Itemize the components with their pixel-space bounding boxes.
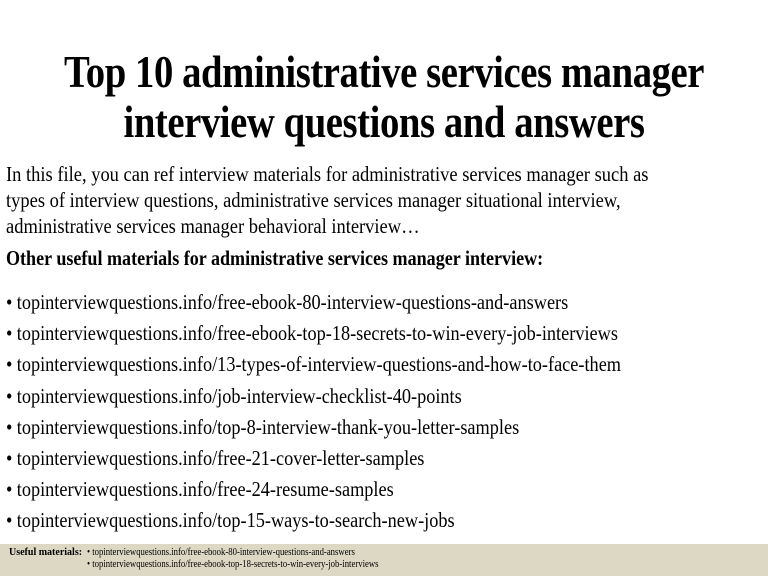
materials-heading: Other useful materials for administrative services manager interview:	[6, 246, 544, 270]
intro-line-3: administrative services manager behavioral interview…	[6, 214, 420, 238]
material-link[interactable]: topinterviewquestions.info/free-ebook-top-18-secrets-to-win-every-job-interviews	[16, 321, 618, 346]
bullet-icon: •	[6, 290, 13, 314]
bullet-icon: •	[6, 477, 13, 502]
list-item	[6, 445, 621, 476]
material-link[interactable]: topinterviewquestions.info/top-8-interview-thank-you-letter-samples	[16, 414, 520, 439]
bullet-icon: •	[6, 321, 13, 346]
footer-links	[87, 547, 379, 571]
title-line-1: Top 10 administrative services manager	[63, 47, 705, 97]
bullet-icon: •	[6, 414, 13, 439]
footer-label: Useful materials:	[9, 547, 83, 558]
intro-paragraph	[6, 161, 675, 239]
bullet-icon: •	[6, 508, 13, 533]
list-item	[6, 320, 621, 351]
title-line-2: interview questions and answers	[123, 97, 645, 147]
list-item	[6, 383, 621, 414]
intro-line-1: In this file, you can ref interview materials for administrative services manager such as	[6, 162, 649, 186]
list-item	[6, 476, 621, 507]
material-link[interactable]: topinterviewquestions.info/top-15-ways-to-search-new-jobs	[16, 508, 455, 533]
bullet-icon: •	[6, 352, 13, 377]
material-link[interactable]: topinterviewquestions.info/job-interview-checklist-40-points	[16, 383, 462, 408]
page-title	[54, 47, 714, 147]
material-link[interactable]: topinterviewquestions.info/free-24-resume-samples	[16, 477, 394, 502]
intro-line-2: types of interview questions, administrative services manager situational interview,	[6, 188, 621, 212]
footer-link[interactable]: topinterviewquestions.info/free-ebook-80-interview-questions-and-answers	[92, 547, 355, 558]
list-item	[6, 507, 621, 538]
bullet-icon: •	[6, 445, 13, 470]
material-link[interactable]: topinterviewquestions.info/free-21-cover-letter-samples	[16, 445, 425, 470]
bullet-icon: •	[87, 547, 91, 558]
material-link[interactable]: topinterviewquestions.info/free-ebook-80-interview-questions-and-answers	[16, 290, 569, 314]
bullet-icon: •	[6, 383, 13, 408]
list-item	[6, 351, 621, 382]
footer-list-item	[87, 547, 379, 559]
footer-list-item	[87, 559, 379, 571]
list-item	[6, 414, 621, 445]
bullet-icon: •	[87, 559, 91, 570]
footer-band	[0, 544, 768, 576]
footer-link[interactable]: topinterviewquestions.info/free-ebook-top-18-secrets-to-win-every-job-interviews	[92, 559, 379, 570]
material-link[interactable]: topinterviewquestions.info/13-types-of-interview-questions-and-how-to-face-them	[16, 352, 622, 377]
materials-list	[6, 289, 621, 539]
list-item	[6, 289, 621, 320]
